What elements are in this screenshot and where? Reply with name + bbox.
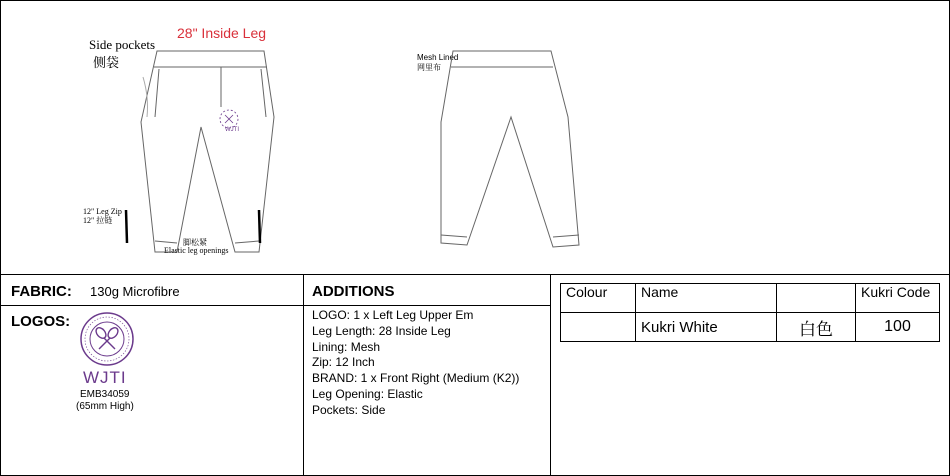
club-badge-icon [79, 311, 135, 367]
logo-code: EMB34059 [80, 389, 130, 400]
header-chinese [777, 284, 856, 313]
addition-line: Lining: Mesh [312, 339, 381, 354]
leg-zip-label-cn: 12" 拉链 [83, 216, 113, 225]
fabric-label: FABRIC: [11, 283, 72, 300]
logo-size: (65mm High) [76, 401, 134, 412]
addition-line: BRAND: 1 x Front Right (Medium (K2)) [312, 371, 520, 386]
mesh-lined-label: Mesh Lined [417, 53, 459, 62]
additions-list [312, 308, 519, 419]
header-colour: Colour [561, 284, 636, 313]
side-pockets-label: Side pockets [89, 37, 156, 52]
pants-logo-text: WJTI [225, 127, 239, 133]
addition-line: Pockets: Side [312, 402, 386, 417]
additions-heading: ADDITIONS [312, 283, 395, 300]
header-kukri-code: Kukri Code [856, 284, 940, 313]
cell-chinese-name: 白色 [777, 313, 856, 342]
table-header-row [561, 284, 940, 313]
logo-brand-name: WJTI [83, 368, 127, 387]
elastic-label: Elastic leg openings [164, 246, 229, 255]
pants-back-sketch [433, 47, 583, 257]
logos-label: LOGOS: [11, 313, 71, 330]
cell-kukri-code: 100 [856, 313, 940, 342]
elastic-label-cn: 脚松紧 [183, 238, 207, 247]
header-name: Name [636, 284, 777, 313]
colour-table [560, 283, 940, 342]
pants-logo-icon [220, 110, 238, 128]
inside-leg-label: 28" Inside Leg [177, 25, 267, 41]
addition-line: Leg Opening: Elastic [312, 386, 423, 401]
addition-line: Leg Length: 28 Inside Leg [312, 323, 451, 338]
pants-front-sketch [119, 47, 279, 257]
leg-zip-label: 12" Leg Zip [83, 207, 122, 216]
table-row [561, 313, 940, 342]
addition-line: Zip: 12 Inch [312, 355, 375, 370]
cell-name: Kukri White [636, 313, 777, 342]
addition-line: LOGO: 1 x Left Leg Upper Em [312, 308, 474, 322]
fabric-value: 130g Microfibre [90, 284, 180, 299]
side-pockets-label-cn: 侧袋 [93, 55, 120, 70]
cell-colour [561, 313, 636, 342]
mesh-lined-label-cn: 网里布 [417, 63, 441, 72]
